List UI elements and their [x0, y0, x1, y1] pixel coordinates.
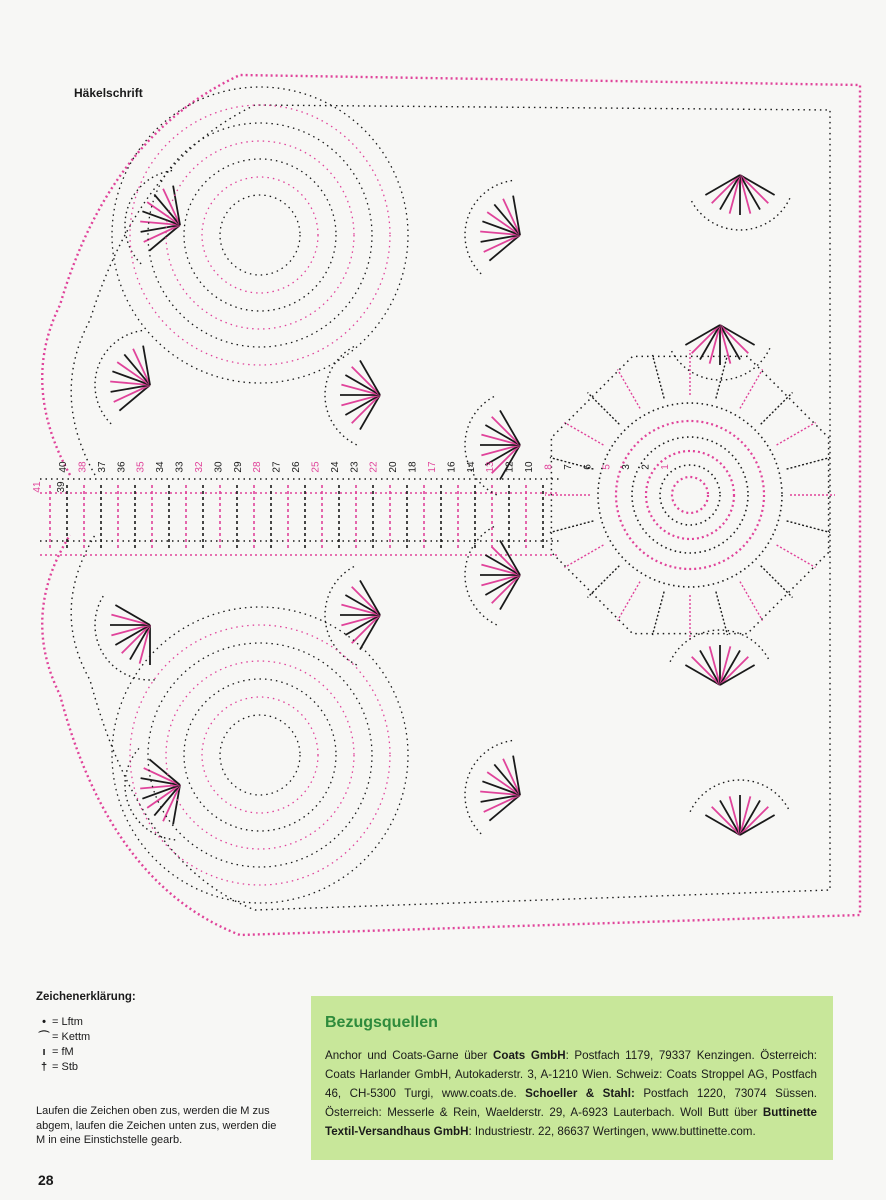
spoke [618, 369, 641, 408]
round-label: 13 [485, 461, 497, 473]
round-label: 30 [213, 461, 225, 473]
legend-item-label: = Stb [52, 1061, 78, 1073]
round-label: 28 [252, 461, 264, 473]
round-label: 40 [58, 461, 69, 473]
round-label: 8 [543, 464, 555, 470]
legend-item-label: = Lftm [52, 1016, 83, 1028]
motif-ring [672, 477, 708, 513]
sources-segment: : Postfach 1179, 79337 Kenzingen. Österreich: Coats Harlander GmbH, Autokaderstr. 3, A-1210 Wien. Schweiz: Coats Stroppel AG, Postfach 46, CH-5300 Turgi, www.coats.de. [325, 1049, 817, 1100]
round-label: 3 [621, 464, 633, 470]
spoke [761, 566, 793, 598]
round-label: 22 [368, 461, 380, 473]
spoke [653, 592, 665, 636]
spoke [787, 521, 831, 533]
spoke [716, 355, 728, 399]
legend-title: Zeichenerklärung: [36, 991, 136, 1003]
round-label: 29 [232, 461, 244, 473]
round-label: 5 [601, 464, 613, 470]
legend-item-kettm [36, 1030, 286, 1045]
round-label: 14 [465, 461, 477, 473]
fan-arc [95, 593, 155, 680]
chart-title: Häkelschrift [74, 86, 143, 100]
round-label: 37 [96, 461, 108, 473]
round-label: 41 [32, 481, 43, 493]
round-label: 10 [524, 461, 536, 473]
lobe-ring [130, 625, 390, 885]
double-crochet-icon: † [40, 1061, 48, 1073]
sources-segment: : Industriestr. 22, 86637 Wertingen, www.buttinette.com. [468, 1125, 756, 1138]
lobe-ring [220, 715, 300, 795]
sources-box [311, 996, 833, 1160]
motif-ring [660, 465, 720, 525]
legend-item-lftm [36, 1015, 286, 1030]
fan-stitch [115, 605, 150, 625]
lobe-ring [148, 123, 372, 347]
round-label: 26 [291, 461, 302, 473]
round-label: 18 [407, 461, 419, 473]
spoke [588, 393, 620, 425]
sources-segment-bold: Schoeller & Stahl: [525, 1087, 635, 1100]
crochet-chart [0, 55, 886, 955]
legend [36, 990, 286, 1075]
chain-stitch-icon: • [42, 1016, 46, 1028]
round-label: 17 [427, 461, 438, 473]
round-label: 20 [388, 461, 400, 473]
round-label: 24 [329, 461, 341, 473]
round-label: 35 [135, 461, 147, 473]
legend-note: Laufen die Zeichen oben zus, werden die M zus abgem, laufen die Zeichen unten zus, werden die M in eine Einstichstelle gearb. [36, 1105, 277, 1146]
round-label: 27 [271, 461, 283, 473]
round-label: 23 [349, 461, 361, 473]
spoke [550, 521, 594, 533]
lobe-ring [184, 679, 336, 831]
round-label: 7 [562, 464, 574, 470]
motif-ring [616, 421, 764, 569]
round-label: 2 [640, 464, 652, 470]
round-label: 6 [582, 464, 594, 470]
outer-border [42, 75, 860, 935]
spoke [564, 545, 603, 568]
round-label: 1 [660, 464, 671, 470]
round-label: 32 [193, 461, 205, 473]
spoke [653, 355, 665, 399]
spoke [740, 369, 763, 408]
round-label: 39 [56, 481, 67, 493]
sources-heading: Bezugsquellen [325, 1014, 438, 1031]
slip-stitch-icon: ⌒ [38, 1031, 50, 1043]
lobe-ring [220, 195, 300, 275]
lobe-ring [148, 643, 372, 867]
spoke [761, 393, 793, 425]
lobe-ring [166, 141, 354, 329]
round-label: 38 [77, 461, 89, 473]
lobe-ring [112, 607, 408, 903]
sources-segment: Postfach 1220, 73074 Süssen. Österreich: Messerle & Rein, Waelderstr. 29, A-6923 Lauterbach. Woll Butt über [325, 1087, 817, 1119]
spoke [618, 582, 641, 621]
lobe-ring [184, 159, 336, 311]
fan-stitch [111, 615, 150, 625]
spoke [740, 582, 763, 621]
motif-ring [598, 403, 782, 587]
sources-text [325, 1046, 817, 1141]
sources-segment-bold: Coats GmbH [493, 1049, 566, 1062]
spoke [777, 423, 816, 446]
legend-item-stb [36, 1060, 286, 1075]
motif-ring [632, 437, 748, 553]
spoke [564, 423, 603, 446]
spoke [777, 545, 816, 568]
chart-background-pattern [40, 75, 860, 935]
sources-segment: Anchor und Coats-Garne über [325, 1049, 494, 1062]
round-label: 16 [446, 461, 458, 473]
sources-segment-bold: Buttinette Textil-Versandhaus GmbH [325, 1106, 817, 1138]
lobe-ring [166, 661, 354, 849]
legend-item-label: = fM [52, 1046, 74, 1058]
round-number-labels [32, 461, 671, 493]
spoke [716, 592, 728, 636]
legend-item-fm [36, 1045, 286, 1060]
single-crochet-icon: ı [42, 1046, 46, 1058]
round-label: 34 [155, 461, 167, 473]
round-label: 33 [174, 461, 186, 473]
spoke [787, 458, 831, 470]
page-number: 28 [38, 1172, 54, 1188]
legend-item-label: = Kettm [52, 1031, 91, 1043]
round-label: 12 [504, 461, 516, 473]
round-label: 36 [116, 461, 128, 473]
round-label: 25 [310, 461, 322, 473]
